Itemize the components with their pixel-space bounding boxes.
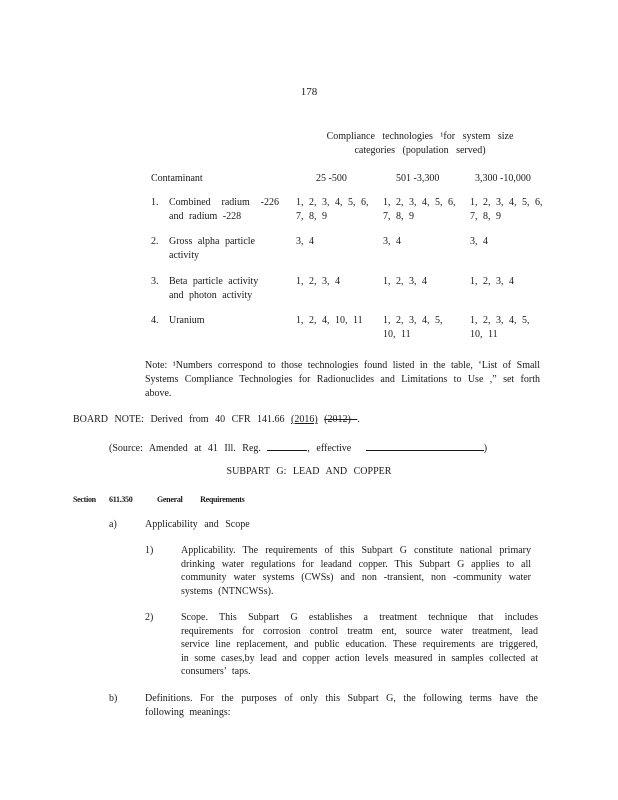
- column-header-contaminant: Contaminant: [151, 173, 203, 184]
- item-a2-label: 2): [145, 612, 154, 623]
- column-header-large: 3,300 -10,000: [475, 173, 531, 184]
- technologies-small: 1, 2, 3, 4, 5, 6, 7, 8, 9: [296, 197, 369, 222]
- item-b-label: b): [109, 693, 118, 704]
- contaminant-name: Gross alpha particle activity: [169, 236, 255, 261]
- technologies-small: 1, 2, 4, 10, 11: [296, 315, 363, 326]
- contaminant-name: Combined radium -226 and radium -228: [169, 197, 279, 222]
- source-line: [109, 440, 487, 456]
- source-effective-label: , effective: [307, 443, 352, 454]
- row-number: 3.: [151, 276, 159, 287]
- table-header: [300, 130, 540, 158]
- technologies-medium: 3, 4: [383, 236, 401, 247]
- board-note-struck-year: (2012): [324, 414, 358, 425]
- row-number: 2.: [151, 236, 159, 247]
- item-a2-text: Scope. This Subpart G establishes a treatment technique that includes requirements for corrosion control treatm ent, source water treatment, lead service line replacement, and public education. These requirements are triggered, in some cases,by lead and copper action levels measured in samples collected at consumers’ taps.: [181, 612, 538, 678]
- page-number: 178: [300, 86, 318, 98]
- register-blank: [267, 440, 307, 451]
- technologies-medium: 1, 2, 3, 4, 5, 6, 7, 8, 9: [383, 197, 456, 222]
- item-a1-label: 1): [145, 545, 154, 556]
- item-a-title: Applicability and Scope: [145, 519, 250, 530]
- technologies-medium: 1, 2, 3, 4, 5, 10, 11: [383, 315, 443, 340]
- column-header-small: 25 -500: [316, 173, 347, 184]
- item-a1-text: Applicability. The requirements of this Subpart G constitute national primary drinking water regulations for leadand copper. This Subpart G applies to all community water systems (CWSs) and non -transient, non -community water systems (NTNCWSs).: [181, 545, 531, 597]
- board-note: [73, 413, 360, 427]
- row-number: 1.: [151, 197, 159, 208]
- table-header-line-2: categories (population served): [354, 145, 486, 156]
- section-number: 611.350: [109, 495, 133, 504]
- board-note-period: .: [357, 414, 360, 425]
- contaminant-name: Beta particle activity and photon activity: [169, 276, 259, 301]
- technologies-small: 1, 2, 3, 4: [296, 276, 340, 287]
- technologies-large: 1, 2, 3, 4: [470, 276, 514, 287]
- technologies-large: 1, 2, 3, 4, 5, 10, 11: [470, 315, 530, 340]
- board-note-inserted-year: (2016): [291, 414, 318, 425]
- contaminant-name: Uranium: [169, 315, 205, 326]
- item-a-label: a): [109, 519, 117, 530]
- effective-date-blank: [366, 440, 484, 451]
- section-title: General Requirements: [157, 495, 245, 504]
- subpart-title: SUBPART G: LEAD AND COPPER: [226, 466, 392, 477]
- column-header-medium: 501 -3,300: [396, 173, 440, 184]
- technologies-large: 3, 4: [470, 236, 488, 247]
- item-b-text: Definitions. For the purposes of only this Subpart G, the following terms have the following meanings:: [145, 693, 538, 718]
- source-close: ): [483, 443, 488, 454]
- row-number: 4.: [151, 315, 159, 326]
- section-label: Section: [73, 495, 96, 504]
- technologies-medium: 1, 2, 3, 4: [383, 276, 427, 287]
- board-note-text: BOARD NOTE: Derived from 40 CFR 141.66: [73, 414, 285, 425]
- technologies-large: 1, 2, 3, 4, 5, 6, 7, 8, 9: [470, 197, 543, 222]
- table-footnote: Note: ¹Numbers correspond to those technologies found listed in the table, ‘List of Small Systems Compliance Technologies for Radionuclides and Limitations to Use ,” set forth above.: [145, 360, 540, 399]
- table-header-line-1: Compliance technologies ¹for system size: [326, 131, 514, 142]
- source-text: (Source: Amended at 41 Ill. Reg.: [109, 443, 261, 454]
- technologies-small: 3, 4: [296, 236, 314, 247]
